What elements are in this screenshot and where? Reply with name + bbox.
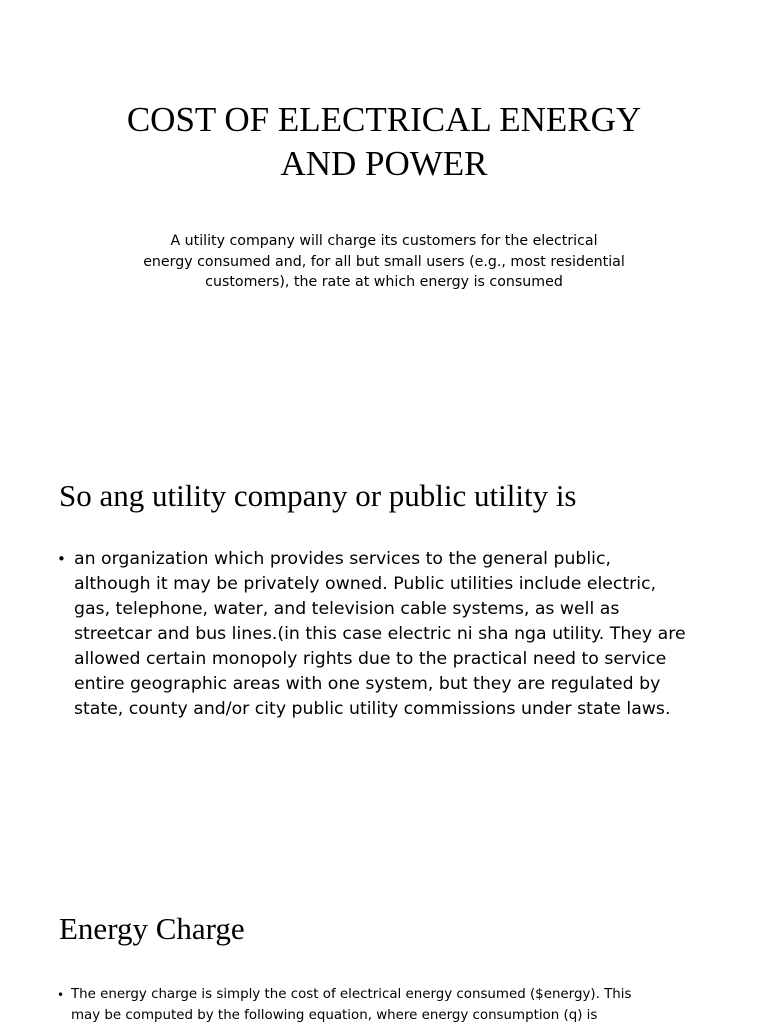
utility-line-7: state, county and/or city public utility commissions under state laws. [74,699,671,719]
subtitle-line-1: A utility company will charge its customers for the electrical [170,233,598,249]
utility-line-4: streetcar and bus lines.(in this case electric ni sha nga utility. They are [74,624,686,644]
bullet-dot: • [57,550,66,568]
utility-bullet-text [57,547,717,722]
energy-line-2: may be computed by the following equation, where energy consumption (q) is [71,1007,598,1023]
title-line-2: AND POWER [280,144,488,183]
utility-bullet [57,547,717,722]
utility-line-6: entire geographic areas with one system, but they are regulated by [74,674,661,694]
utility-line-3: gas, telephone, water, and television cable systems, as well as [74,599,620,619]
slide-subtitle [104,231,664,293]
subtitle-line-3: customers), the rate at which energy is consumed [205,274,563,290]
title-line-1: COST OF ELECTRICAL ENERGY [126,100,642,139]
energy-line-1: The energy charge is simply the cost of electrical energy consumed ($energy). This [71,987,632,1002]
title-slide [0,0,768,420]
energy-bullet [57,985,717,1026]
subtitle-line-2: energy consumed and, for all but small users (e.g., most residential [143,253,625,270]
utility-line-5: allowed certain monopoly rights due to the practical need to service [74,649,667,669]
energy-slide-heading: Energy Charge [59,911,245,946]
energy-bullet-text [57,985,717,1026]
utility-line-2: although it may be privately owned. Public utilities include electric, [74,574,657,594]
utility-line-1: an organization which provides services to the general public, [74,549,611,569]
bullet-dot: • [57,988,65,1002]
utility-slide-heading: So ang utility company or public utility is [59,478,577,513]
slide-title [84,98,684,186]
